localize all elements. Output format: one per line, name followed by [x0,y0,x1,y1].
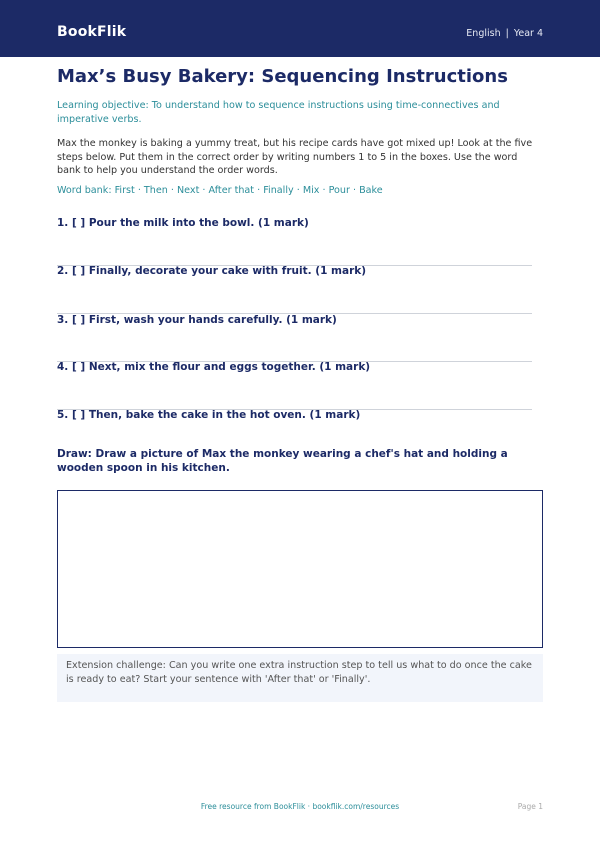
learning-objective: Learning objective: To understand how to sequence instructions using time-connectives and imperative verbs. [57,100,500,125]
worksheet-title: Max’s Busy Bakery: Sequencing Instructions [57,66,508,87]
question-5: 5. [ ] Then, bake the cake in the hot oven. (1 mark) [57,409,361,421]
question-4: 4. [ ] Next, mix the flour and eggs together. (1 mark) [57,361,371,373]
brand-logo: BookFlik [57,24,127,40]
drawing-box[interactable] [57,490,543,648]
extension-challenge [57,654,543,702]
question-3: 3. [ ] First, wash your hands carefully. (1 mark) [57,314,337,326]
page-header [0,0,600,57]
word-bank: Word bank: First · Then · Next · After that · Finally · Mix · Pour · Bake [57,185,383,196]
page-number: Page 1 [517,802,543,811]
header-meta [466,28,543,39]
extension-text: Extension challenge: Can you write one extra instruction step to tell us what to do once the cake is ready to eat? Start your sentence with 'After that' or 'Finally'. [66,660,532,685]
subject-label: English [466,28,501,39]
question-1: 1. [ ] Pour the milk into the bowl. (1 mark) [57,217,309,229]
intro-text: Max the monkey is baking a yummy treat, but his recipe cards have got mixed up! Look at the five steps below. Put them in the correct order by writing numbers 1 to 5 in the boxes. Use the word bank to help you understand the order words. [57,138,533,176]
footer-text: Free resource from BookFlik · bookflik.com/resources [200,802,400,811]
draw-prompt: Draw: Draw a picture of Max the monkey wearing a chef's hat and holding a wooden spoon in his kitchen. [57,448,508,474]
header-separator: | [505,28,509,39]
question-2: 2. [ ] Finally, decorate your cake with fruit. (1 mark) [57,265,367,277]
year-label: Year 4 [513,28,543,39]
